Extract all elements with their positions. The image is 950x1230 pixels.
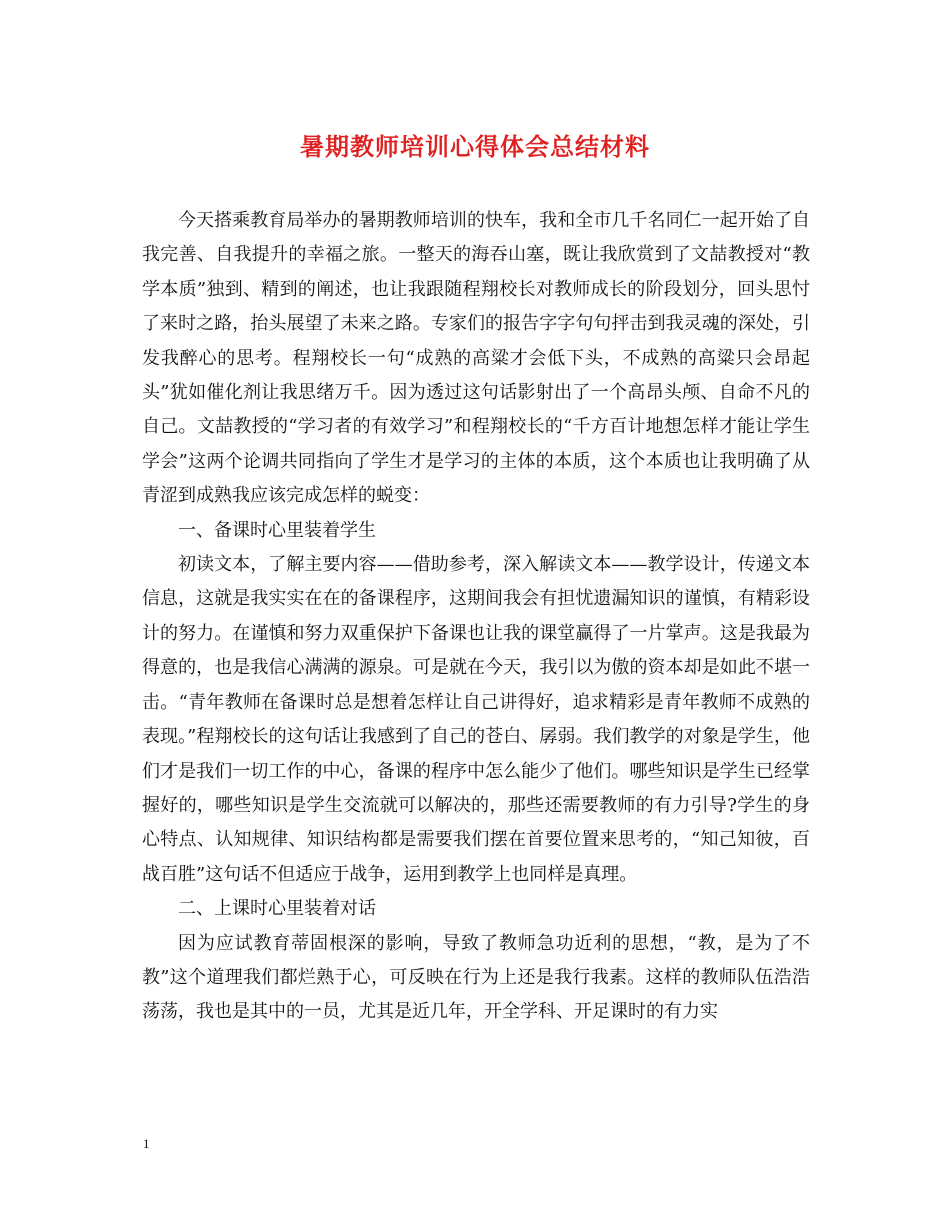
paragraph-section-1: 初读文本，了解主要内容——借助参考，深入解读文本——教学设计，传递文本信息，这就是我实实在在的备课程序，这期间我会有担忧遗漏知识的谨慎，有精彩设计的努力。在谨慎和努力双重保护下备课也让我的课堂赢得了一片掌声。这是我最为得意的，也是我信心满满的源泉。可是就在今天，我引以为傲的资本却是如此不堪一击。“青年教师在备课时总是想着怎样让自己讲得好，追求精彩是青年教师不成熟的表现。”程翔校长的这句话让我感到了自己的苍白、孱弱。我们教学的对象是学生，他们才是我们一切工作的中心，备课的程序中怎么能少了他们。哪些知识是学生已经掌握好的，哪些知识是学生交流就可以解决的，那些还需要教师的有力引导?学生的身心特点、认知规律、知识结构都是需要我们摆在首要位置来思考的，“知己知彼，百战百胜”这句话不但适应于战争，运用到教学上也同样是真理。	[142, 554, 810, 885]
paragraph-section-2: 因为应试教育蒂固根深的影响，导致了教师急功近利的思想，“教，是为了不教”这个道理我们都烂熟于心，可反映在行为上还是我行我素。这样的教师队伍浩浩荡荡，我也是其中的一员，尤其是近几年，开全学科、开足课时的有力实	[142, 932, 810, 1023]
page-number: 1	[143, 1136, 150, 1151]
document-title: 暑期教师培训心得体会总结材料	[300, 132, 650, 161]
paragraph-intro: 今天搭乘教育局举办的暑期教师培训的快车，我和全市几千名同仁一起开始了自我完善、自我提升的幸福之旅。一整天的海吞山塞，既让我欣赏到了文喆教授对“教学本质”独到、精到的阐述，也让我跟随程翔校长对教师成长的阶段划分，回头思忖了来时之路，抬头展望了未来之路。专家们的报告字字句句抨击到我灵魂的深处，引发我醉心的思考。程翔校长一句“成熟的高粱才会低下头，不成熟的高粱只会昂起头”犹如催化剂让我思绪万千。因为透过这句话影射出了一个高昂头颅、自命不凡的自己。文喆教授的“学习者的有效学习”和程翔校长的“千方百计地想怎样才能让学生学会”这两个论调共同指向了学生才是学习的主体的本质，这个本质也让我明确了从青涩到成熟我应该完成怎样的蜕变：	[142, 210, 810, 507]
section-heading-2: 二、上课时心里装着对话	[178, 898, 376, 920]
section-heading-1: 一、备课时心里装着学生	[178, 519, 376, 541]
document-body	[142, 204, 810, 1030]
